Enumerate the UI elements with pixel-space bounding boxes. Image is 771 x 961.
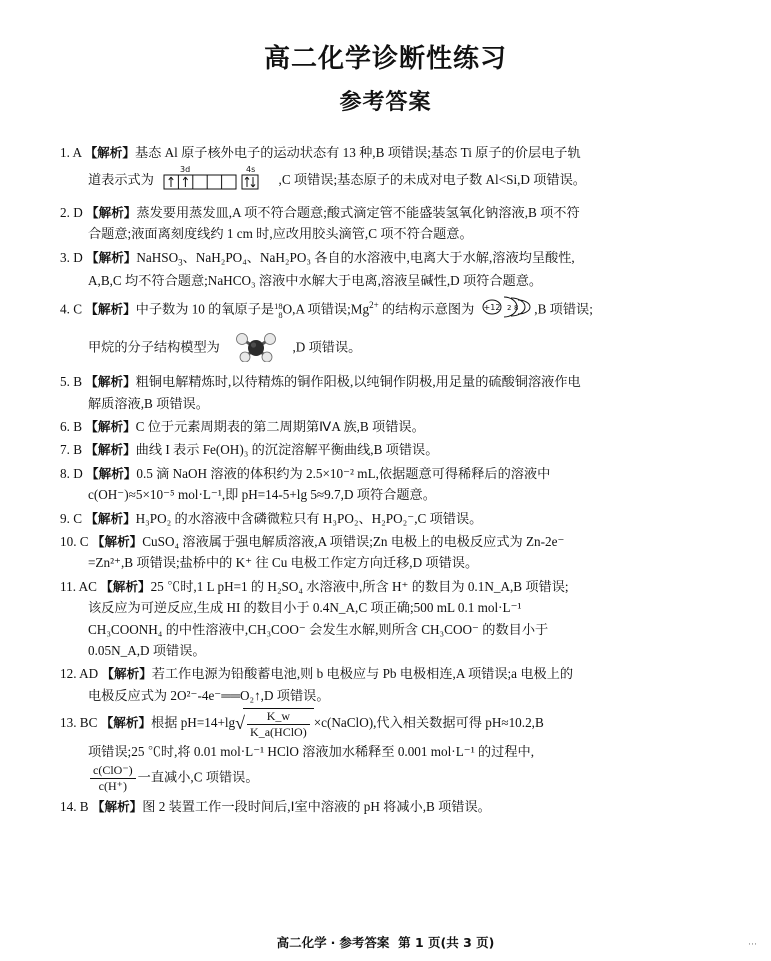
orbital-diagram-icon — [160, 163, 272, 199]
analysis-label: 【解析】 — [100, 715, 152, 731]
item-number: 1. — [60, 145, 70, 160]
answer-sheet-page — [0, 38, 771, 961]
item-number: 7. — [60, 442, 70, 458]
item-text-b: O,A 项错误;Mg — [282, 301, 370, 317]
corner-mark: ··· — [748, 939, 757, 949]
answer-item-6 — [60, 416, 711, 437]
answer-item-2 — [60, 202, 711, 245]
analysis-label: 【解析】 — [100, 578, 151, 594]
footer-doctype: 参考答案 — [339, 935, 390, 950]
analysis-label: 【解析】 — [91, 534, 143, 550]
item-number: 4. — [60, 301, 70, 317]
item-text: 若工作电源为铅酸蓄电池,则 b 电极应与 Pb 电极相连,A 项错误;a 电极上的 — [151, 666, 574, 682]
item-number: 6. — [60, 419, 70, 435]
item-number: 11. — [60, 578, 76, 594]
answer-item-13 — [60, 708, 711, 794]
item-text-c: 的结构示意图为 — [378, 301, 475, 317]
footer-subject: 高二化学 — [276, 935, 327, 950]
item-number: 12. — [60, 666, 77, 682]
item-number: 10. — [60, 534, 77, 550]
item-number: 3. — [60, 249, 70, 265]
item-answer: B — [73, 442, 82, 458]
item-answer: B — [73, 419, 82, 435]
svg-text:4s: 4s — [246, 165, 256, 175]
answer-item-1 — [60, 142, 711, 200]
item-text: 粗铜电解精炼时,以待精炼的铜作阳极,以纯铜作阴极,用足量的硫酸铜溶液作电 — [135, 374, 581, 390]
svg-text:+12: +12 — [483, 303, 501, 313]
item-text: 曲线 I 表示 Fe(OH)₃ 的沉淀溶解平衡曲线,B 项错误。 — [135, 442, 439, 458]
answer-item-12 — [60, 663, 711, 706]
analysis-label: 【解析】 — [91, 799, 143, 815]
item-number: 5. — [60, 374, 70, 390]
atom-structure-icon — [476, 293, 532, 328]
analysis-label: 【解析】 — [84, 145, 135, 160]
item-text: 25 ℃时,1 L pH=1 的 H₂SO₄ 水溶液中,所含 H⁺ 的数目为 0.1N_A,B 项错误; — [150, 578, 569, 594]
item-text-line2: 甲烷的分子结构模型为 ,D 项错误。 — [60, 328, 711, 369]
item-answer: D — [73, 204, 83, 220]
item-text: H₃PO₂ 的水溶液中含磷微粒只有 H₃PO₂、H₂PO₂⁻,C 项错误。 — [135, 510, 483, 526]
answer-item-11 — [60, 576, 711, 662]
sqrt-content — [243, 708, 314, 740]
item-answer: C — [73, 510, 82, 526]
svg-text:2: 2 — [507, 304, 512, 313]
item-text-b: ×c(NaClO),代入相关数据可得 pH≈10.2,B — [313, 715, 544, 731]
item-text-a: 中子数为 10 的氧原子是 — [135, 301, 275, 317]
analysis-label: 【解析】 — [85, 301, 136, 317]
item-number: 2. — [60, 204, 70, 220]
item-answer: BC — [79, 715, 98, 731]
item-number: 9. — [60, 510, 70, 526]
item-text-a: NaHSO — [136, 249, 179, 265]
item-number: 14. — [60, 799, 77, 815]
item-text-line3: $\frac{\text{c(ClO⁻)}}{c(H^+)}$ 一直减小,C 项错误。 — [60, 763, 711, 794]
answer-item-8 — [60, 463, 711, 506]
svg-text:8: 8 — [514, 304, 519, 313]
answer-item-7 — [60, 439, 711, 460]
item-text-line2: A,B,C 均不符合题意;NaHCO₃ 溶液中水解大于电离,溶液呈碱性,D 项符合题意。 — [88, 272, 543, 288]
item-text-line2: 该反应为可逆反应,生成 HI 的数目小于 0.4N_A,C 项正确;500 mL 0.1 mol·L⁻¹ — [88, 600, 522, 616]
answers-body — [60, 142, 711, 818]
answer-item-9 — [60, 508, 711, 529]
item-text: 图 2 装置工作一段时间后,Ⅰ室中溶液的 pH 将减小,B 项错误。 — [142, 799, 491, 815]
item-answer: B — [73, 374, 82, 390]
item-text: CuSO₄ 溶液属于强电解质溶液,A 项错误;Zn 电极上的电极反应式为 Zn-2e⁻ — [142, 534, 565, 550]
item-answer: AC — [78, 578, 97, 594]
answer-item-5 — [60, 371, 711, 414]
item-answer: C — [79, 534, 89, 550]
footer-pagenum: 第 1 页(共 3 页) — [398, 935, 495, 950]
answer-item-10 — [60, 531, 711, 574]
item-text-d: ,B 项错误; — [534, 301, 593, 317]
page-footer — [0, 933, 771, 951]
item-answer: C — [73, 301, 82, 317]
analysis-label: 【解析】 — [86, 465, 137, 481]
item-answer: D — [73, 249, 83, 265]
analysis-label: 【解析】 — [85, 419, 136, 435]
item-text-line2: 项错误;25 ℃时,将 0.01 mol·L⁻¹ HClO 溶液加水稀释至 0.001 mol·L⁻¹ 的过程中, — [88, 744, 535, 760]
analysis-label: 【解析】 — [86, 204, 137, 220]
fraction-2: $\frac{\text{c(ClO⁻)}}{c(H^+)}$ — [90, 763, 136, 794]
analysis-label: 【解析】 — [85, 374, 136, 390]
item-text: 、NaH₂PO₄、NaH₂PO₃ 各自的水溶液中,电离大于水解,溶液均呈酸性, — [182, 249, 575, 265]
svg-text:3d: 3d — [180, 165, 191, 175]
item-text-line2: 合题意;液面离刻度线约 1 cm 时,应改用胶头滴管,C 项不符合题意。 — [88, 226, 473, 242]
item-text-line2: 解质溶液,B 项错误。 — [88, 395, 209, 411]
item-answer: D — [73, 465, 83, 481]
item-answer: B — [79, 799, 89, 815]
item-text-line4: 0.05N_A,D 项错误。 — [88, 642, 206, 658]
item-number: 13. — [60, 715, 77, 731]
item-text-line2: 电极反应式为 2O²⁻-4e⁻══O₂↑,D 项错误。 — [88, 687, 330, 703]
item-text-line2: 道表示式为 3d 4s ,C 项错误;基态原子的未成对电子数 Al<Si,D 项错误。 — [60, 163, 711, 199]
item-text-line2: =Zn²⁺,B 项错误;盐桥中的 K⁺ 往 Cu 电极工作定方向迁移,D 项错误。 — [88, 555, 479, 571]
footer-separator: · — [330, 935, 336, 950]
analysis-label: 【解析】 — [85, 510, 136, 526]
item-text-line3: CH₃COONH₄ 的中性溶液中,CH₃COO⁻ 会发生水解,则所含 CH₃COO⁻ 的数目小于 — [88, 621, 549, 637]
analysis-label: 【解析】 — [86, 249, 137, 265]
sqrt-icon: √ — [235, 713, 246, 734]
item-text: C 位于元素周期表的第二周期第ⅣA 族,B 项错误。 — [135, 419, 425, 435]
analysis-label: 【解析】 — [85, 442, 136, 458]
item-answer: A — [72, 145, 82, 160]
item-text: 蒸发要用蒸发皿,A 项不符合题意;酸式滴定管不能盛装氢氧化钠溶液,B 项不符 — [136, 204, 580, 220]
fraction: $\frac{K\_w}{\text{K\_a(HClO)}}$ — [247, 709, 310, 740]
analysis-label: 【解析】 — [101, 666, 152, 682]
item-answer: AD — [79, 666, 99, 682]
answer-item-4 — [60, 293, 711, 369]
page-title: 高二化学诊断性练习 — [263, 44, 507, 74]
item-text-line2: c(OH⁻)≈5×10⁻⁵ mol·L⁻¹,即 pH=14-5+lg 5≈9.7,D 项符合题意。 — [88, 487, 436, 503]
item-text: 基态 Al 原子核外电子的运动状态有 13 种,B 项错误;基态 Ti 原子的价层电子轨 — [134, 145, 581, 160]
answer-item-3 — [60, 247, 711, 292]
sub-3: 3 — [178, 257, 183, 268]
charge-sup: 2+ — [369, 300, 379, 311]
item-number: 8. — [60, 465, 70, 481]
item-text: 0.5 滴 NaOH 溶液的体积约为 2.5×10⁻² mL,依据题意可得稀释后的溶液中 — [136, 465, 551, 481]
page-subtitle: 参考答案 — [339, 90, 432, 115]
answer-item-14 — [60, 796, 711, 817]
item-text-a: 根据 pH=14+lg — [151, 715, 236, 731]
isotope-notation: 18 8 — [274, 300, 283, 320]
methane-model-icon — [227, 328, 285, 369]
